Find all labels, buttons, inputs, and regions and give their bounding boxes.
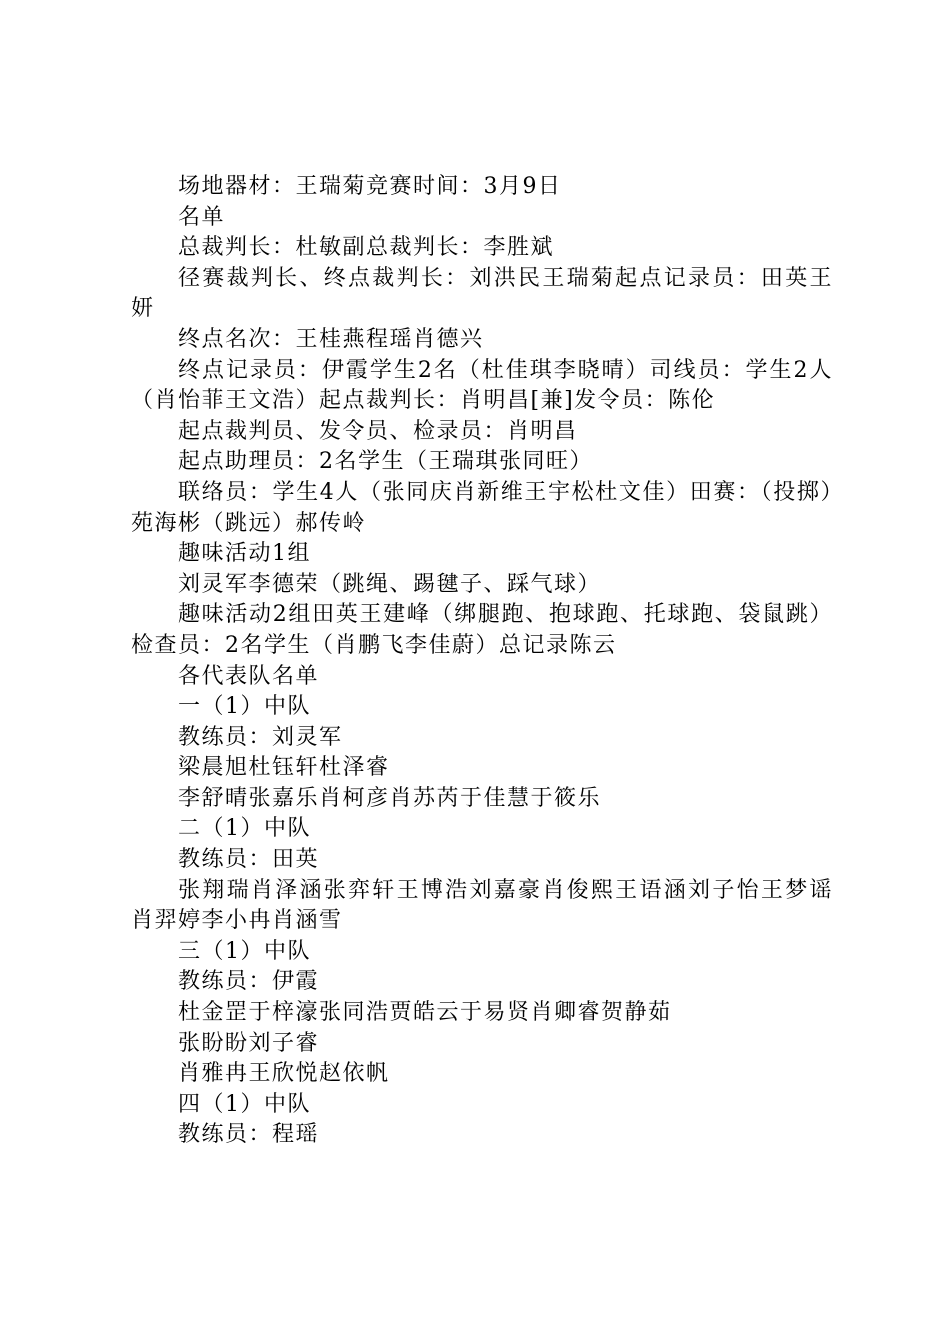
paragraph-track-referee: 径赛裁判长、终点裁判长：刘洪民王瑞菊起点记录员：田英王妍 (131, 265, 833, 322)
paragraph-team-3-members-a: 杜金罡于梓濠张同浩贾皓云于易贤肖卿睿贺静茹 (178, 1000, 672, 1026)
paragraph-team-2-heading: 二（1）中队 (178, 816, 311, 842)
paragraph-fun-group-1-heading: 趣味活动1组 (178, 541, 311, 567)
paragraph-start-assistants: 起点助理员：2名学生（王瑞琪张同旺） (178, 449, 593, 475)
paragraph-team-3-heading: 三（1）中队 (178, 938, 311, 964)
paragraph-roster-heading: 名单 (178, 204, 226, 230)
paragraph-team-1-heading: 一（1）中队 (178, 694, 311, 720)
paragraph-chief-referee: 总裁判长：杜敏副总裁判长：李胜斌 (178, 235, 555, 261)
paragraph-team-3-coach: 教练员：伊霞 (178, 969, 320, 995)
paragraph-start-judges: 起点裁判员、发令员、检录员：肖明昌 (178, 418, 578, 444)
paragraph-team-3-members-b: 张盼盼刘子睿 (178, 1030, 320, 1056)
paragraph-liaison-field: 联络员：学生4人（张同庆肖新维王宇松杜文佳）田赛：（投掷）苑海彬（跳远）郝传岭 (131, 479, 833, 536)
paragraph-team-2-coach: 教练员：田英 (178, 847, 320, 873)
paragraph-team-1-coach: 教练员：刘灵军 (178, 724, 343, 750)
paragraph-venue-equipment: 场地器材：王瑞菊竞赛时间：3月9日 (178, 174, 562, 199)
paragraph-team-2-members: 张翔瑞肖泽涵张弈轩王博浩刘嘉豪肖俊熙王语涵刘子怡王梦谣肖羿婷李小冉肖涵雪 (131, 877, 833, 934)
paragraph-fun-group-1: 刘灵军李德荣（跳绳、踢毽子、踩气球） (178, 571, 602, 597)
paragraph-fun-group-2: 趣味活动2组田英王建峰（绑腿跑、抱球跑、托球跑、袋鼠跳）检查员：2名学生（肖鹏飞李佳蔚）总记录陈云 (131, 602, 833, 658)
paragraph-team-3-members-c: 肖雅冉王欣悦赵依帆 (178, 1061, 390, 1087)
paragraph-team-4-heading: 四（1）中队 (178, 1091, 311, 1117)
paragraph-team-4-coach: 教练员：程瑶 (178, 1122, 320, 1148)
document-body (131, 172, 833, 1151)
paragraph-team-1-members-b: 李舒晴张嘉乐肖柯彦肖苏芮于佳慧于筱乐 (178, 785, 602, 811)
paragraph-teams-heading: 各代表队名单 (178, 663, 320, 689)
paragraph-finish-recorder: 终点记录员：伊霞学生2名（杜佳琪李晓晴）司线员：学生2人（肖怡菲王文浩）起点裁判长：肖明昌[兼]发令员：陈伦 (131, 357, 833, 414)
paragraph-team-1-members-a: 梁晨旭杜钰轩杜泽睿 (178, 755, 390, 781)
paragraph-finish-placing: 终点名次：王桂燕程瑶肖德兴 (178, 326, 484, 352)
